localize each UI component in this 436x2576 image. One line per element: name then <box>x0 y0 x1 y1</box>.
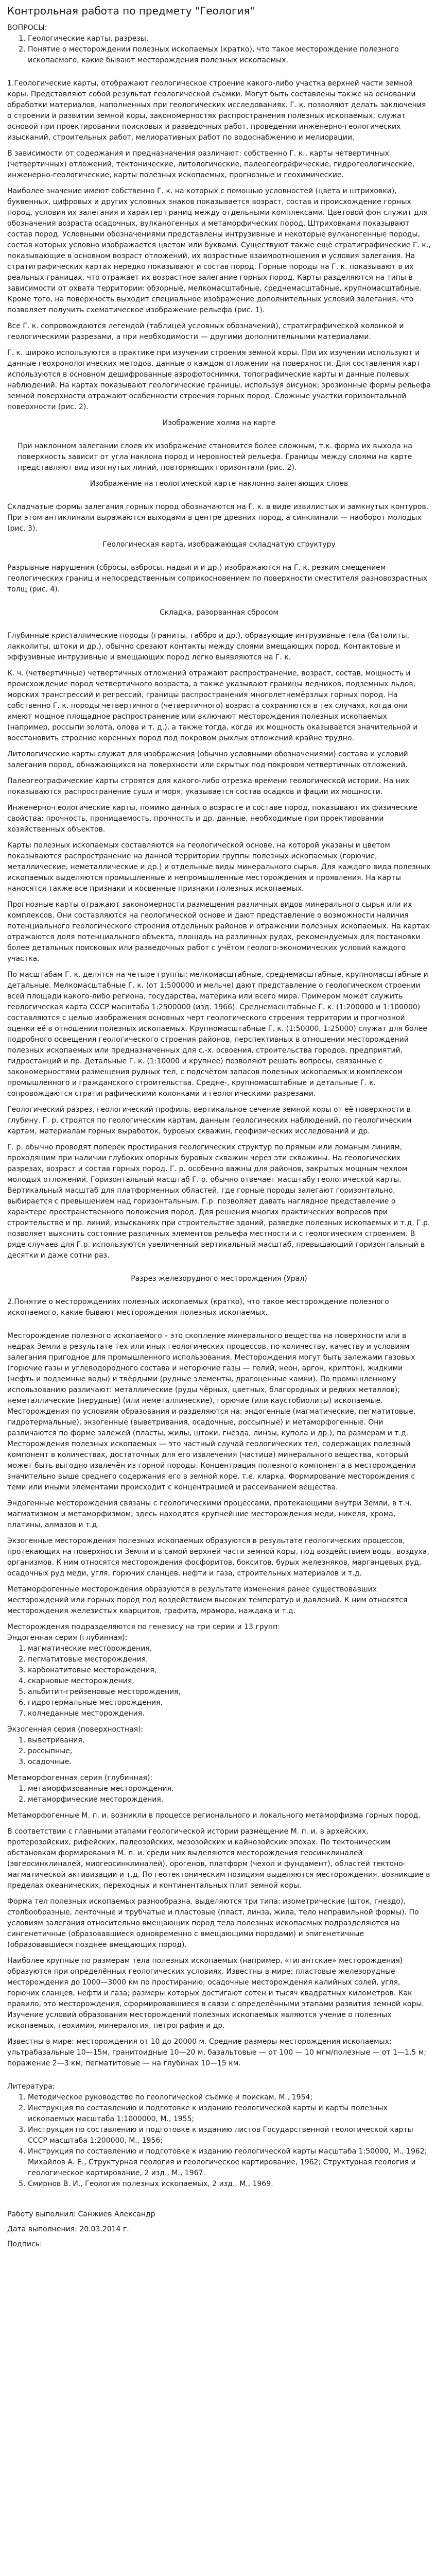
group-item: 3. карбонатитовые месторождения, <box>28 1665 431 1676</box>
section1-intro: 1.Геологические карты, отображают геологическое строение какого-либо участка верхней части земной коры. Представляют собой результат геологической съёмки. Могут быть составлены также на основании обработки материалов, наполненных при геологических исследованиях. Г. к. позволяют делать заключения о строении и развитии земной коры, закономерностях распространения полезных ископаемых; служат основой при проектировании поисковых и разведочных работ, проведении инженерно-геологических изысканий, строительных работ, мелиоративных работ по водоснабжению и мелиорации. <box>7 79 426 142</box>
section1-usage: Г. к. широко используются в практике при изучении строения земной коры. При их изучении используют и данные геохронологических методов, данные о каждом отложении на поверхности. Для составления карт используются в основном дешифрованные аэрофотоснимки, топографические карты и данные полевых наблюдений. На картах показывают геологические границы, используя рисунок: эрозионные формы рельефа земной поверхности отражают особенности строения горных пород. Сложные участки горизонтальной поверхности (рис. 2). <box>7 349 431 411</box>
section1-lithology: Литологические карты служат для изображения (обычно условными обозначениями) состава и условий залегания пород, обнажающихся на поверхности или скрытых под покровом четвертичных отложений. <box>7 750 408 769</box>
section2-metamorphogenic: Метаморфогенные месторождения образуются в результате изменения ранее существовавших месторождений или горных пород под воздействием высоких температур и давлений. К ним относятся месторождения железистых кварцитов, графита, мрамора, наждака и т.д. <box>7 1585 408 1615</box>
section1-main: Наиболее значение имеют собственно Г. к. на которых с помощью условностей (цвета и штриховки), буквенных, цифровых и других условных знаков показывается возраст, состав и происхождение горных пород, условия их залегания и характер границ между отдельными комплексами. Цветовой фон служит для обозначения возраста осадочных, вулканогенных и метаморфических пород. Штриховками показывают состав пород. Условными обозначениями представлены интрузивные и некоторые вулканогенные породы, состав которых условно изображается цветом или буквами. Существуют также ещё стратиграфические Г. к., показывающие в основном возраст отложений, их возрастные взаимоотношения и условия залегания. На стратиграфических картах нередко показывают и состав пород. Горные породы на Г. к. показывают в их реальных границах, что отражает их возрастное залегание горных пород. Карты разделяются на типы в зависимости от охвата территории: обзорные, мелкомасштабные, среднемасштабные, крупномасштабные. Кроме того, на поверхность выходит специальное изображение дополнительных условий залегания, что позволяет получить схематическое изображение рельефа (рис. 1). <box>7 187 431 314</box>
figure-caption-5: Разрез железорудного месторождения (Урал) <box>131 1275 307 1283</box>
group-item: 2. пегматитовые месторождения, <box>28 1654 431 1665</box>
date-line <box>7 2224 431 2235</box>
group-item: 1. выветривания, <box>28 1735 431 1746</box>
group-item: 7. колчеданные месторождения. <box>28 1708 431 1719</box>
section1-forecast: Прогнозные карты отражают закономерности размещения различных видов минерального сырья или их комплексов. Они составляются на геологической основе и дают представление о возможности наличия потенциального геологического строения отдельных районов и отражении полезных ископаемых. На картах отражаются доля потенциального объекта, площадь на различных рудах, рекомендуемых для постановки более детальных поисковых или разведочных работ с учётом геолого-экономических условий каждого участка. <box>7 901 430 963</box>
section1-deep: Глубинные кристаллические породы (граниты, габбро и др.), образующие интрузивные тела (батолиты, лакколиты, штоки и др.), обычно срезают контакты между слоями вмещающих пород. Контактовые и эффузивные интрузивные и вмещающих пород легко выявляются на Г. к. <box>7 632 410 662</box>
section1-section: Геологический разрез, геологический профиль, вертикальное сечение земной коры от её поверхности в глубину. Г. р. строятся по геологическим картам, данным геологических наблюдений, по геологическим картам, материалам горных выработок, буровых скважин, геофизических исследований и др. <box>7 1106 412 1136</box>
date-value: 20.03.2014 г. <box>79 2225 129 2233</box>
question-item: 1. Геологические карты, разрезы. <box>28 33 431 44</box>
group-item: 3. осадочные. <box>28 1757 431 1768</box>
figure-caption-4: Складка, разорванная сбросом <box>160 608 278 617</box>
section1-faults: Разрывные нарушения (сбросы, взбросы, надвиги и др.) изображаются на Г. к. резким смещением геологических границ и непосредственным соприкосновением по поверхности сместителя разновозрастных толщ (рис. 4). <box>7 564 428 594</box>
signature-line <box>7 2239 431 2250</box>
section1-slopes: При наклонном залегании слоев их изображение становится более сложным, т.к. форма их выхода на поверхность зависит от угла наклона пород и неровностей рельефа. Границы между слоями на карте представляют вид изогнутых линий, повторяющих горизонтали (рис. 2). <box>18 442 412 472</box>
section2-sizes: Наиболее крупные по размерам тела полезных ископаемых (например, «гигантские» месторождения) образуются при определённых геологических условиях. Известны в мире: пластовые железорудные месторождения до 1000—3000 км по простиранию; осадочные месторождения калийных солей, угля, горючих сланцев, нефти и газа; размеры которых достигают сотен и тысяч квадратных километров. Как правило, это месторождения, сформировавшиеся в связи с определёнными этапами развития земной коры. Изучение условий образования месторождений полезных ископаемых являются учение о полезных ископаемых, геохимия, минералогия, петрография и др. <box>7 1957 424 2030</box>
author-label: Работу выполнил: <box>7 2210 76 2218</box>
literature-item: 2. Инструкция по составлению и подготовке к изданию геологической карты и карты полезных ископаемых масштаба 1:1000000, М., 1955; <box>28 2103 431 2125</box>
section1-minerals: Карты полезных ископаемых составляются на геологической основе, на которой указаны и цветом показываются распространение на данной территории группы полезных ископаемых (горючие, металлические, неметаллические и др.) и отдельные виды минерального сырья. Для каждого вида полезных ископаемых выделяются промышленные и непромышленные месторождения и проявления. На карты наносятся также все признаки и косвенные признаки полезных ископаемых. <box>7 841 431 893</box>
literature-item: 1. Методическое руководство по геологической съёмке и поискам, М., 1954; <box>28 2092 431 2103</box>
section1-paleo: Палеогеографические карты строятся для какого-либо отрезка времени геологической истории. На них показываются распространение суши и моря; указывается состав осадков и фации их мощности. <box>7 777 410 796</box>
section1-engineering: Инженерно-геологические карты, помимо данных о возрасте и составе пород, показывают их физические свойства: прочность, проницаемость, прочность и др. данные, необходимые при проектировании хозяйственных объектов. <box>7 804 417 834</box>
section1-scale: По масштабам Г. к. делятся на четыре группы: мелкомасштабные, среднемасштабные, крупномасштабные и детальные. Мелкомасштабные Г. к. (от 1:500000 и мельче) дают представление о геологическом строении всей площади какого-либо региона, государства, материка или всего мира. Примером может служить геологическая карта СССР масштаба 1:2500000 (изд. 1966). Среднемасштабные Г. к. (1:200000 и 1:100000) составляются с целью изображения основных черт геологического строения территории и прогнозной оценки её в отношении полезных ископаемых. Крупномасштабные Г. к. (1:50000, 1:25000) служат для более подробного освещения геологического строения районов, перспективных в отношении месторождений полезных ископаемых или предназначенных для с.-х. освоения, строительства городов, предприятий, гидростанций и пр. Детальные Г. к. (1:10000 и крупнее) позволяют решать вопросы, связанные с закономерностями размещения рудных тел, с подсчётом запасов полезных ископаемых и комплексом промышленного и гражданского строительства. Средне-, крупномасштабные и детальные Г. к. сопровождаются стратиграфическими колонками и геологическими разрезами. <box>7 971 428 1098</box>
group-item: 1. магматические месторождения, <box>28 1643 431 1654</box>
literature-item: 3. Инструкция по составлению и подготовке к изданию листов Государственной геологической карты СССР масштаба 1:200000, М., 1956; <box>28 2125 431 2146</box>
questions-label: ВОПРОСЫ: <box>7 24 47 32</box>
section1-folded: Складчатые формы залегания горных пород обозначаются на Г. к. в виде извилистых и замкнутых контуров. При этом антиклинали выражаются выходами в центре древних пород, а синклинали — наоборот молодых (рис. 3). <box>7 503 429 533</box>
section2-definition: Месторождение полезного ископаемого – это скопление минерального вещества на поверхности или в недрах Земли в результате тех или иных геологических процессов, по количеству, качеству и условиям залегания пригодное для промышленного использования. Месторождения могут быть залежами газовых (горючие газы и углеводородного состава и негорючие газы — гелий, неон, аргон, криптон), жидкими (нефть и подземные воды) и твёрдыми (рудные элементы, драгоценные камни). По промышленному использованию различают: металлические (руды чёрных, цветных, благородных и редких металлов); неметаллические (нерудные) (или неметаллические), горючие (или каустобиолиты) ископаемые. Месторождения по условиям образования и разделяются на: эндогенные (магматические, пегматитовые, гидротермальные), экзогенные (выветривания, осадочные, россыпные) и метаморфогенные. Они различаются по форме залежей (пласты, жилы, штоки, гнёзда, линзы, купола и др.), по размерам и т.д. Месторождения полезных ископаемых — это частный случай геологических тел, содержащих полезный компонент в количествах, достаточных для его извлечения (частица) минерального вещества, который может быть выгодно извлечён из горной породы. Концентрация полезного компонента в месторождении значительно выше среднего содержания его в земной коре, т.е. кларка. Формирование месторождения с теми или иными элементами происходит с концентрацией и рассеиванием вещества. <box>7 1332 416 1492</box>
metamorphogenic-groups-list <box>7 1784 431 1805</box>
literature-item: 5. Смирнов В. И., Геология полезных ископаемых, 2 изд., М., 1969. <box>28 2179 431 2190</box>
section2-endogenous: Эндогенные месторождения связаны с геологическими процессами, протекающими внутри Земли, в т.ч. магматизмом и метаморфизмом; здесь находятся крупнейшие месторождения меди, никеля, хрома, платины, алмазов и т.д. <box>7 1499 412 1529</box>
group-item: 1. метаморфизованные месторождения, <box>28 1784 431 1794</box>
section2-exogenous: Экзогенные месторождения полезных ископаемых образуются в результате геологических процессов, протекающих на поверхности Земли и в самой верхней части земной коры, под воздействием воды, воздуха, организмов. К ним относятся месторождения фосфоритов, бокситов, бурых железняков, марганцевых руд, осадочных руд меди, угля, горючих сланцев, нефти и газа, строительных материалов и т.д. <box>7 1537 429 1578</box>
figure-caption-3: Геологическая карта, изображающая складчатую структуру <box>102 540 336 549</box>
section1-quaternary: К. ч. (четвертичные) четвертичных отложений отражают распространение, возраст, состав, мощность и происхождение пород четвертичного возраста, а также указывают границы ледников, подземных льдов, морских трансгрессий и регрессий, границы распространения многолетнемёрзлых горных пород. На собственно Г. к. породы четвертичного (четвертичного) возраста сохраняются в тех случаях, когда они имеют мощное площадное распространение или включают месторождения полезных ископаемых (например, россыпи золота, олова и т. д.), а также тогда, когда их мощность оказывается значительной и восстановить строение коренных пород под покровом рыхлых отложений крайне трудно. <box>7 669 418 742</box>
metamorphogenic-series-label: Метаморфогенная серия (глубинная): <box>7 1774 153 1782</box>
section2-origin: Метаморфогенные М. п. и. возникли в процессе регионального и локального метаморфизма горных пород. <box>7 1811 421 1820</box>
section1-legend: Все Г. к. сопровождаются легендой (таблицей условных обозначений), стратиграфической колонкой и геологическими разрезами, а при необходимости — другими дополнительными материалами. <box>7 322 404 341</box>
section1-section2: Г. р. обычно проводят поперёк простирания геологических структур по прямым или ломаным линиям, проходящим при наличии глубоких опорных буровых скважин через эти скважины. На геологических разрезах, возраст и состав горных пород. Г. р. особенно важны для районов, закрытых мощным чехлом молодых отложений. Горизонтальный масштаб Г. р. обычно отвечает масштабу геологической карты. Вертикальный масштаб для платформенных областей, где горные породы залегают горизонтально, выбирается с превышением над горизонтальным. Г.р. позволяет давать наглядное представление о характере пространственного положения пород. Для решения многих практических вопросов при строительстве и пр. линий, изысканиях при строительстве зданий, разведке полезных ископаемых и т.д. Г.р. позволяет выяснить состояние различных элементов рельефа местности и с геологическим строением. В ряде случаев для Г.р. используются увеличенный вертикальный масштаб, превышающий горизонтальный в десятки и даже сотни раз. <box>7 1143 430 1260</box>
section2-forms: Форма тел полезных ископаемых разнообразна, выделяются три типа: изометрические (шток, гнездо), столбообразные, ленточные и трубчатые и пластовые (пласт, линза, жила, тело неправильной формы). По условиям залегания относительно вмещающих пород тела полезных ископаемых подразделяются на сингенетичные (образовавшиеся одновременно с вмещающими породами) и эпигенетичные (образовавшиеся позднее вмещающих пород). <box>7 1897 419 1949</box>
group-item: 4. скарновые месторождения, <box>28 1676 431 1687</box>
endogenous-series-label: Эндогенная серия (глубинная): <box>7 1634 128 1642</box>
group-item: 5. альбитит-грейзеновые месторождения, <box>28 1687 431 1698</box>
section2-sizes2: Известны в мире: месторождения от 10 до 20000 м. Средние размеры месторождения ископаемых: ультрабазальные 10—15м, гранитоидные 10—20 м, базальтовые — от 100 — 10 мгм/полезные — от 1—1,5 м; поражение 2—3 км; пегматитовые — на глубинах 10—15 км. <box>7 2038 427 2067</box>
exogenous-groups-list <box>7 1735 431 1768</box>
endogenous-groups-list <box>7 1643 431 1719</box>
literature-label: Литература: <box>7 2082 55 2091</box>
questions-list <box>7 33 431 66</box>
section1-types: В зависимости от содержания и предназначения различают: собственно Г. к., карты четвертичных (четвертичных) отложений, тектонические, литологические, палеогеографические, гидрогеологические, инженерно-геологические, карты полезных ископаемых, прогнозные и геохимические. <box>7 149 415 179</box>
groups-intro: Месторождения подразделяются по генезису на три серии и 13 групп: <box>7 1623 280 1631</box>
document-title: Контрольная работа по предмету "Геология" <box>7 5 255 17</box>
group-item: 2. метаморфические месторождения. <box>28 1794 431 1805</box>
group-item: 6. гидротермальные месторождения, <box>28 1698 431 1708</box>
literature-list <box>7 2092 431 2190</box>
figure-caption-2: Изображение на геологической карте наклонно залегающих слоев <box>90 480 348 488</box>
section2-history: В соответствии с главными этапами геологической истории размещение М. п. и. в архейских, протерозойских, рифейских, палеозойских, мезозойских и кайнозойских эпохах. По тектоническим обстановкам формирования М. п. и. среди них выделяются месторождения геосинклиналей (эвгеосинклиналей, миогеосинклиналей), орогенов, платформ (чехол и фундамент), областей тектоно-магматической активизации и т.д. По геотектоническим позициям выделяются месторождения, возникшие в пределах океанических, переходных и континентальных плит земной коры. <box>7 1827 430 1890</box>
question-item: 2. Понятие о месторождении полезных ископаемых (кратко), что такое месторождение полезного ископаемого, какие бывают месторождения полезных ископаемых. <box>28 44 431 66</box>
date-label: Дата выполнения: <box>7 2225 77 2233</box>
author-line <box>7 2209 431 2220</box>
literature-item: 4. Инструкция по составлению и подготовке к изданию геологической карты масштаба 1:50000, М., 1962; Михайлов А. Е., Структурная геология и геологическое картирование, 1962; Структурная геология и геологическое картирование, 2 изд., М., 1967. <box>28 2146 431 2179</box>
group-item: 2. россыпные, <box>28 1746 431 1757</box>
section2-intro: 2.Понятие о месторождениях полезных ископаемых (кратко), что такое месторождение полезного ископаемого, какие бывают месторождения полезных ископаемых. <box>7 1298 389 1317</box>
exogenous-series-label: Экзогенная серия (поверхностная): <box>7 1725 144 1734</box>
author-name: Санжиев Александр <box>78 2210 155 2218</box>
figure-caption-1: Изображение холма на карте <box>162 419 276 427</box>
signature-label: Подпись: <box>7 2240 42 2248</box>
